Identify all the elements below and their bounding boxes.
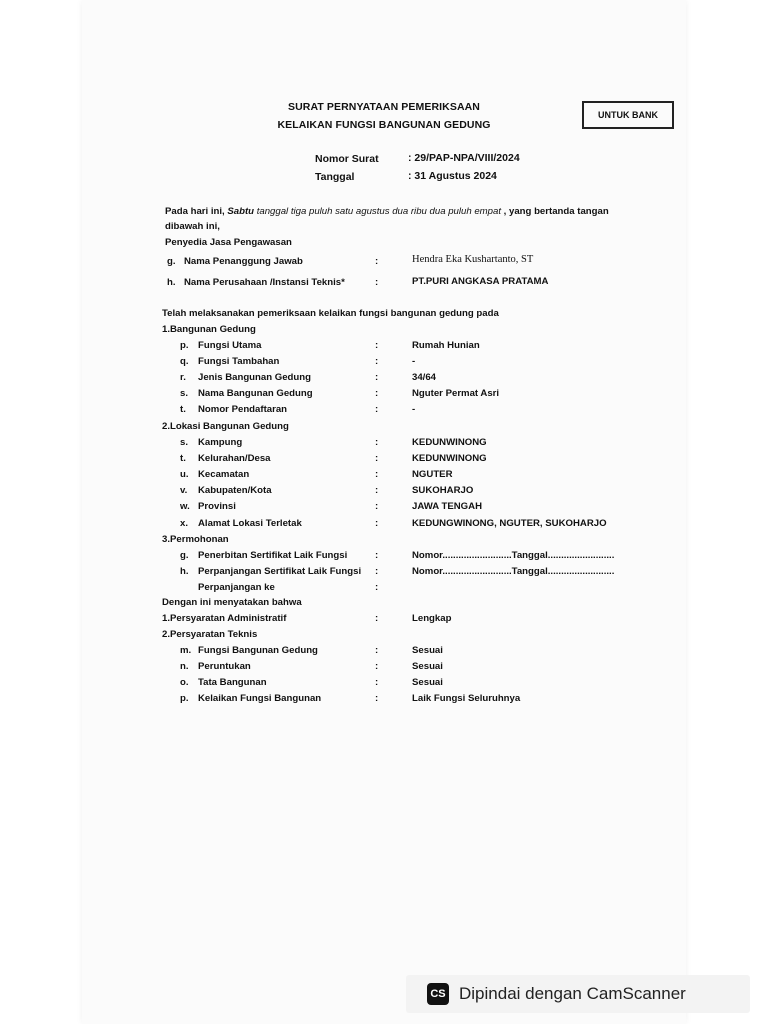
row-label: Perpanjangan Sertifikat Laik Fungsi <box>198 566 362 578</box>
row-colon: : <box>375 356 379 368</box>
row-label: Kelurahan/Desa <box>198 453 271 465</box>
signer-colon: : <box>375 277 379 288</box>
row-colon: : <box>375 469 379 481</box>
row-colon: : <box>375 453 379 465</box>
row-value: 34/64 <box>412 372 437 384</box>
statement-text: Telah melaksanakan pemeriksaan kelaikan fungsi bangunan gedung pada <box>162 308 499 319</box>
row-value: Nguter Permat Asri <box>412 388 500 400</box>
row-label: Kelaikan Fungsi Bangunan <box>198 693 322 705</box>
row-letter: x. <box>180 517 189 529</box>
section-heading: 1.Bangunan Gedung <box>162 324 256 335</box>
row-value: Nomor..........................Tanggal......................... <box>412 566 615 578</box>
row-label: Kabupaten/Kota <box>198 485 272 497</box>
row-label: Fungsi Tambahan <box>198 356 280 368</box>
row-letter: m. <box>180 645 192 656</box>
row-colon: : <box>375 340 379 351</box>
row-letter: s. <box>180 437 189 448</box>
row-colon: : <box>375 372 379 384</box>
row-letter: h. <box>180 566 189 578</box>
signer-value: PT.PURI ANGKASA PRATAMA <box>412 276 549 287</box>
signer-letter: g. <box>167 256 176 267</box>
row-value: - <box>412 356 416 368</box>
row-letter: w. <box>180 501 190 513</box>
admin-requirement-value: Lengkap <box>412 613 452 624</box>
signer-value: Hendra Eka Kushartanto, ST <box>412 254 534 265</box>
row-colon: : <box>375 566 379 578</box>
signer-colon: : <box>375 256 379 267</box>
section-heading: 3.Permohonan <box>162 534 229 545</box>
row-value: SUKOHARJO <box>412 485 474 497</box>
row-value: Sesuai <box>412 677 443 689</box>
row-letter: p. <box>180 693 189 705</box>
row-letter: r. <box>180 372 186 384</box>
row-value: NGUTER <box>412 469 453 481</box>
signer-label: Nama Perusahaan /Instansi Teknis* <box>184 277 345 288</box>
row-colon: : <box>375 501 379 513</box>
row-letter: t. <box>180 453 186 465</box>
row-value: KEDUNWINONG <box>412 453 487 465</box>
row-letter: n. <box>180 661 189 673</box>
row-value: Sesuai <box>412 645 443 656</box>
row-letter: g. <box>180 550 189 561</box>
row-colon: : <box>375 582 379 594</box>
row-value: JAWA TENGAH <box>412 501 483 513</box>
nomor-surat-value: : 29/PAP-NPA/VIII/2024 <box>408 152 520 164</box>
signer-label: Nama Penanggung Jawab <box>184 256 303 267</box>
row-letter: o. <box>180 677 189 689</box>
row-label: Alamat Lokasi Terletak <box>198 517 302 529</box>
tanggal-label: Tanggal <box>315 171 355 183</box>
admin-requirement-colon: : <box>375 613 379 624</box>
row-value: KEDUNGWINONG, NGUTER, SUKOHARJO <box>412 517 607 529</box>
document-title-line2: KELAIKAN FUNGSI BANGUNAN GEDUNG <box>277 119 491 131</box>
camscanner-logo-icon: CS <box>427 983 449 1005</box>
tanggal-value: : 31 Agustus 2024 <box>408 170 497 182</box>
camscanner-text: Dipindai dengan CamScanner <box>459 984 686 1003</box>
row-label: Jenis Bangunan Gedung <box>198 372 312 384</box>
section-heading: 2.Lokasi Bangunan Gedung <box>162 421 289 432</box>
intro-line3: Penyedia Jasa Pengawasan <box>165 237 292 248</box>
admin-requirement-label: 1.Persyaratan Administratif <box>162 613 287 624</box>
row-label: Nomor Pendaftaran <box>198 404 288 416</box>
row-colon: : <box>375 388 379 400</box>
row-colon: : <box>375 645 379 656</box>
row-letter: v. <box>180 485 188 497</box>
section-heading: 2.Persyaratan Teknis <box>162 629 258 640</box>
row-label: Provinsi <box>198 501 236 513</box>
row-colon: : <box>375 693 379 705</box>
row-label: Fungsi Utama <box>198 340 262 351</box>
row-label: Nama Bangunan Gedung <box>198 388 313 400</box>
row-label: Kampung <box>198 437 243 448</box>
row-colon: : <box>375 485 379 497</box>
intro-line1: Pada hari ini, Sabtu tanggal tiga puluh satu agustus dua ribu dua puluh empat , yang bertanda tangan <box>165 206 609 217</box>
row-colon: : <box>375 517 379 529</box>
row-value: - <box>412 404 416 416</box>
declaration-text: Dengan ini menyatakan bahwa <box>162 597 302 608</box>
signer-letter: h. <box>167 277 176 288</box>
row-label: Perpanjangan ke <box>198 582 275 594</box>
intro-line2: dibawah ini, <box>165 221 220 232</box>
row-value: Sesuai <box>412 661 443 673</box>
document-title-line1: SURAT PERNYATAAN PEMERIKSAAN <box>287 101 480 113</box>
row-label: Penerbitan Sertifikat Laik Fungsi <box>198 550 348 561</box>
row-colon: : <box>375 677 379 689</box>
nomor-surat-label: Nomor Surat <box>315 153 379 165</box>
row-value: Laik Fungsi Seluruhnya <box>412 693 521 705</box>
row-value: KEDUNWINONG <box>412 437 487 448</box>
row-letter: s. <box>180 388 189 400</box>
row-value: Nomor..........................Tanggal......................... <box>412 550 615 561</box>
row-colon: : <box>375 437 379 448</box>
row-letter: t. <box>180 404 186 416</box>
camscanner-watermark <box>406 975 750 1013</box>
row-colon: : <box>375 404 379 416</box>
row-colon: : <box>375 661 379 673</box>
row-label: Tata Bangunan <box>198 677 267 689</box>
row-colon: : <box>375 550 379 561</box>
row-letter: q. <box>180 356 189 368</box>
row-label: Peruntukan <box>198 661 251 673</box>
document-page <box>82 0 686 1024</box>
row-letter: u. <box>180 469 189 481</box>
row-value: Rumah Hunian <box>412 340 480 351</box>
row-label: Fungsi Bangunan Gedung <box>198 645 318 656</box>
bank-stamp-box: UNTUK BANK <box>582 101 674 129</box>
row-letter: p. <box>180 340 189 351</box>
row-label: Kecamatan <box>198 469 250 481</box>
